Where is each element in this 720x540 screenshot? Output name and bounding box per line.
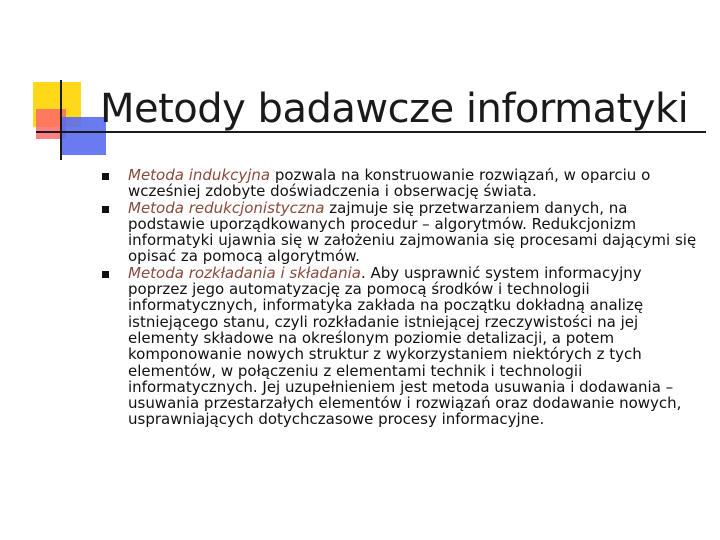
bullet-item: [105, 200, 700, 265]
decor-vertical-line: [60, 80, 62, 160]
bullet-item: [105, 265, 700, 428]
bullet-term: Metoda rozkładania i składania: [128, 263, 361, 282]
bullet-text: pozwala na konstruowanie rozwiązań, w oparciu o wcześniej zdobyte doświadczenia i obserwację świata.: [128, 166, 651, 201]
bullet-text: . Aby usprawnić system informacyjny poprzez jego automatyzację za pomocą środków i technologii informatycznych, informatyka zakłada na początku dokładną analizę istniejącego stanu, czyli rozkładanie istniejącej rzeczywistości na jej elementy składowe na określonym poziomie detalizacji, a potem komponowanie nowych struktur z wykorzystaniem niektórych z tych elementów, w połączeniu z elementami technik i technologii informatycznych. Jej uzupełnieniem jest metoda usuwania i dodawania – usuwania przestarzałych elementów i rozwiązań oraz dodawanie nowych, usprawniających dotychczasowe procesy informacyjne.: [128, 263, 682, 429]
bullet-term: Metoda indukcyjna: [128, 166, 271, 184]
bullet-term: Metoda redukcjonistyczna: [128, 198, 325, 217]
bullet-list: [105, 167, 700, 428]
bullet-square-icon: [102, 271, 109, 278]
bullet-square-icon: [102, 206, 109, 213]
bullet-square-icon: [102, 173, 109, 180]
slide-title: Metody badawcze informatyki: [100, 86, 689, 132]
bullet-item: [105, 167, 700, 200]
bullet-text: zajmuje się przetwarzaniem danych, na podstawie uporządkowanych procedur – algorytmów. Redukcjonizm informatyki ujawnia się w założeniu zajmowania się procesami dającymi się opisać za pomocą algorytmów.: [128, 198, 697, 266]
